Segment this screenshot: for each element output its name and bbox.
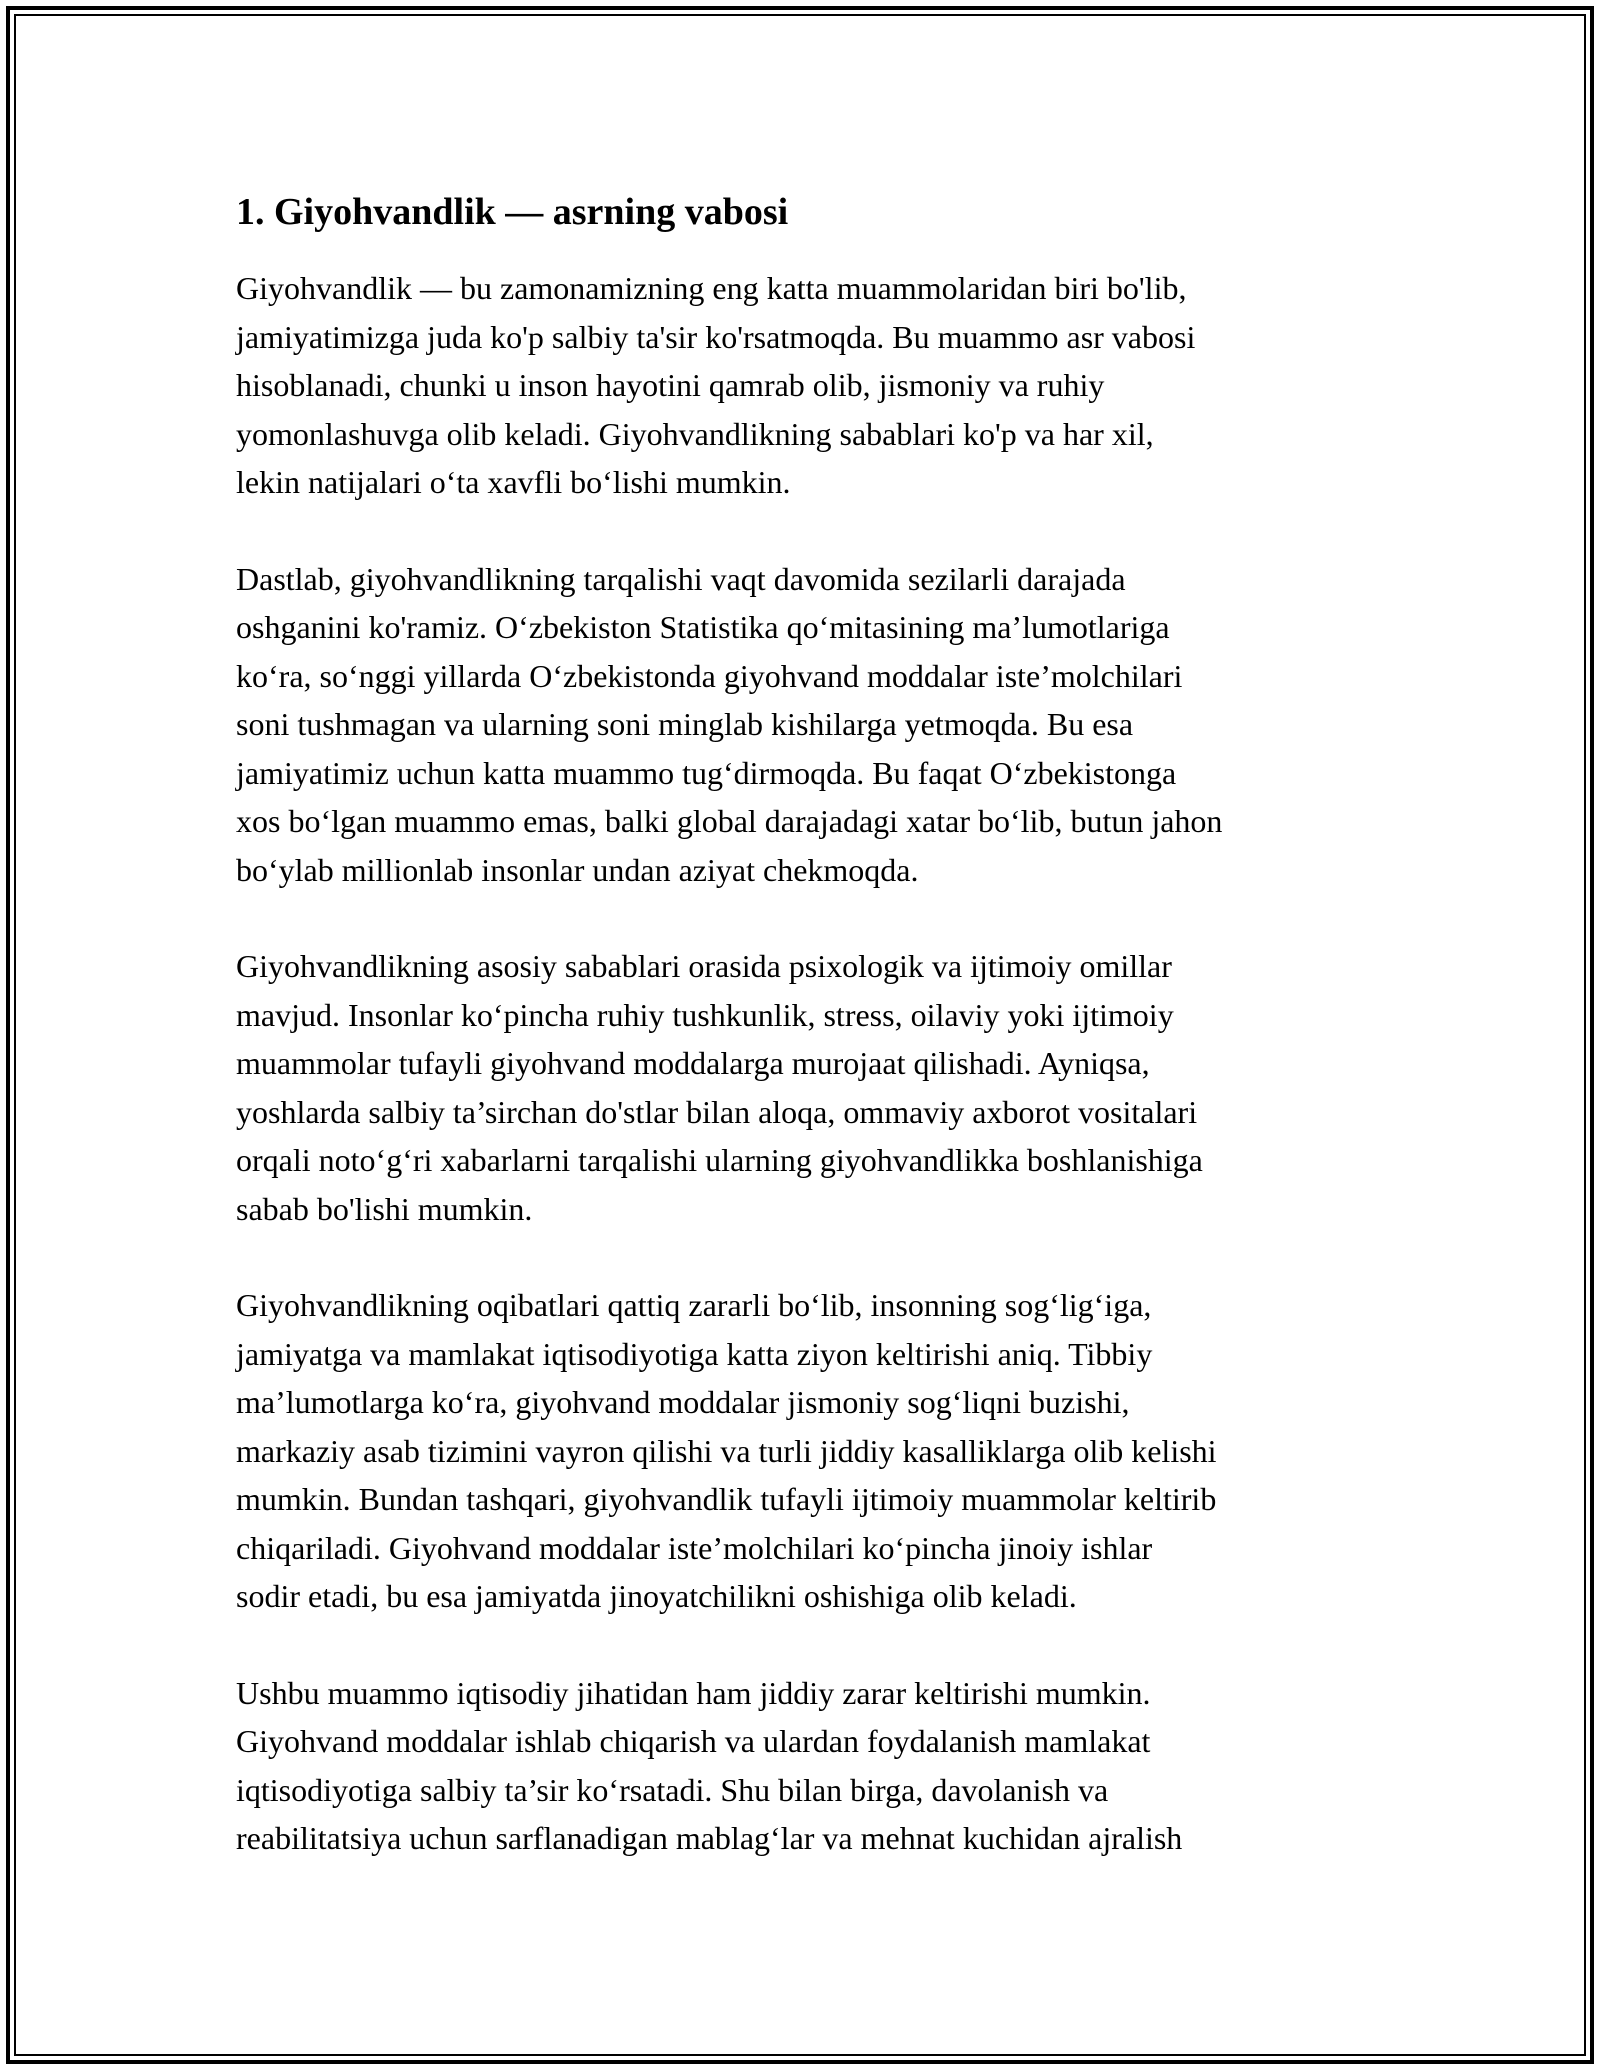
paragraph-consequences: Giyohvandlikning oqibatlari qattiq zararli bo‘lib, insonning sog‘lig‘iga, jamiyatga va mamlakat iqtisodiyotiga katta ziyon keltirishi aniq. Tibbiy ma’lumotlarga ko‘ra, giyohvand moddalar jismoniy sog‘liqni buzishi, markaziy asab tizimini vayron qilishi va turli jiddiy kasalliklarga olib kelishi mumkin. Bundan tashqari, giyohvandlik tufayli ijtimoiy muammolar keltirib chiqariladi. Giyohvand moddalar iste’molchilari ko‘pincha jinoiy ishlar sodir etadi, bu esa jamiyatda jinoyatchilikni oshishiga olib keladi.	[236, 1287, 1217, 1614]
section-heading: 1. Giyohvandlik — asrning vabosi	[236, 191, 789, 233]
paragraph-causes: Giyohvandlikning asosiy sabablari orasida psixologik va ijtimoiy omillar mavjud. Insonlar ko‘pincha ruhiy tushkunlik, stress, oilaviy yoki ijtimoiy muammolar tufayli giyohvand moddalarga murojaat qilishadi. Ayniqsa, yoshlarda salbiy ta’sirchan do'stlar bilan aloqa, ommaviy axborot vositalari orqali noto‘g‘ri xabarlarni tarqalishi ularning giyohvandlikka boshlanishiga sabab bo'lishi mumkin.	[236, 948, 1203, 1227]
paragraph-economy: Ushbu muammo iqtisodiy jihatidan ham jiddiy zarar keltirishi mumkin. Giyohvand moddalar ishlab chiqarish va ulardan foydalanish mamlakat iqtisodiyotiga salbiy ta’sir ko‘rsatadi. Shu bilan birga, davolanish va reabilitatsiya uchun sarflanadigan mablag‘lar va mehnat kuchidan ajralish	[236, 1674, 1183, 1856]
document-body	[236, 186, 1376, 1911]
paragraph-intro: Giyohvandlik — bu zamonamizning eng katta muammolaridan biri bo'lib, jamiyatimizga juda ko'p salbiy ta'sir ko'rsatmoqda. Bu muammo asr vabosi hisoblanadi, chunki u inson hayotini qamrab olib, jismoniy va ruhiy yomonlashuvga olib keladi. Giyohvandlikning sabablari ko'p va har xil, lekin natijalari o‘ta xavfli bo‘lishi mumkin.	[236, 270, 1196, 500]
paragraph-spread: Dastlab, giyohvandlikning tarqalishi vaqt davomida sezilarli darajada oshganini ko'ramiz. O‘zbekiston Statistika qo‘mitasining ma’lumotlariga ko‘ra, so‘nggi yillarda O‘zbekistonda giyohvand moddalar iste’molchilari soni tushmagan va ularning soni minglab kishilarga yetmoqda. Bu esa jamiyatimiz uchun katta muammo tug‘dirmoqda. Bu faqat O‘zbekistonga xos bo‘lgan muammo emas, balki global darajadagi xatar bo‘lib, butun jahon bo‘ylab millionlab insonlar undan aziyat chekmoqda.	[236, 560, 1223, 888]
